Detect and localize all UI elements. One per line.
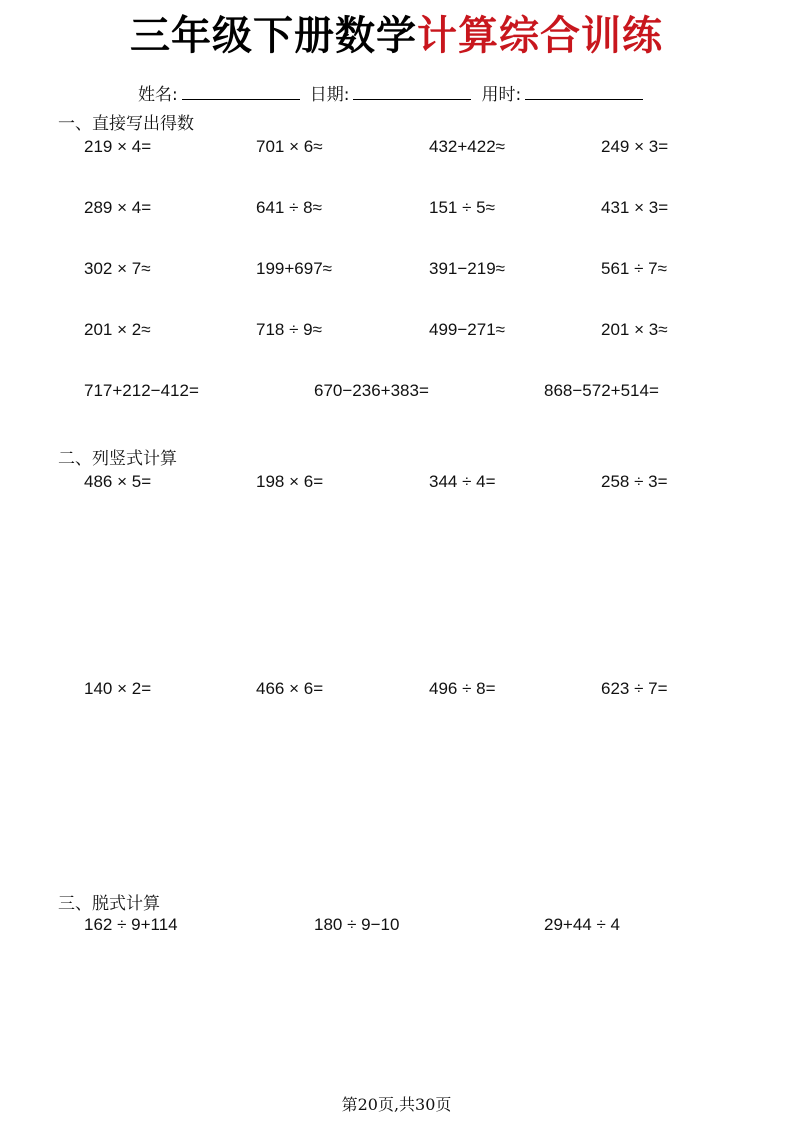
problem-item: 670−236+383= (314, 381, 429, 400)
page-number-footer: 第20页,共30页 (341, 1095, 452, 1114)
problem-item: 302 × 7≈ (84, 259, 151, 278)
name-field[interactable] (138, 80, 300, 105)
problem-item: 561 ÷ 7≈ (601, 259, 667, 278)
problem-item: 201 × 3≈ (601, 320, 668, 339)
problem-item: 249 × 3= (601, 137, 669, 156)
problem-item: 496 ÷ 8= (429, 679, 496, 698)
problem-item: 623 ÷ 7= (601, 679, 668, 698)
problem-item: 868−572+514= (544, 381, 659, 400)
section-1-heading: 一、直接写出得数 (58, 114, 194, 134)
problem-item: 162 ÷ 9+114 (84, 915, 178, 934)
problem-item: 199+697≈ (256, 259, 332, 278)
problem-item: 258 ÷ 3= (601, 472, 668, 491)
problem-item: 29+44 ÷ 4 (544, 915, 620, 934)
title-black-part: 三年级下册数学 (130, 13, 417, 59)
problem-item: 432+422≈ (429, 137, 505, 156)
problem-item: 151 ÷ 5≈ (429, 198, 495, 217)
name-blank-line[interactable] (182, 83, 300, 100)
problem-item: 391−219≈ (429, 259, 505, 278)
time-field[interactable] (481, 80, 643, 105)
problem-item: 466 × 6= (256, 679, 324, 698)
title-red-part: 计算综合训练 (417, 13, 663, 59)
problem-item: 701 × 6≈ (256, 137, 323, 156)
time-label: 用时: (481, 85, 522, 105)
date-blank-line[interactable] (353, 83, 471, 100)
section-2-heading: 二、列竖式计算 (58, 449, 177, 469)
time-blank-line[interactable] (525, 83, 643, 100)
date-label: 日期: (309, 85, 350, 105)
section-3-heading: 三、脱式计算 (58, 894, 160, 914)
student-info-row (138, 80, 645, 105)
problem-item: 198 × 6= (256, 472, 324, 491)
problem-item: 717+212−412= (84, 381, 199, 400)
problem-item: 431 × 3= (601, 198, 669, 217)
name-label: 姓名: (138, 85, 178, 105)
problem-item: 486 × 5= (84, 472, 152, 491)
problem-item: 718 ÷ 9≈ (256, 320, 322, 339)
problem-item: 344 ÷ 4= (429, 472, 496, 491)
date-field[interactable] (310, 80, 472, 105)
problem-item: 180 ÷ 9−10 (314, 915, 400, 934)
problem-item: 289 × 4= (84, 198, 152, 217)
problem-item: 140 × 2= (84, 679, 152, 698)
problem-item: 201 × 2≈ (84, 320, 151, 339)
worksheet-title (0, 8, 793, 64)
problem-item: 499−271≈ (429, 320, 505, 339)
problem-item: 219 × 4= (84, 137, 152, 156)
problem-item: 641 ÷ 8≈ (256, 198, 322, 217)
